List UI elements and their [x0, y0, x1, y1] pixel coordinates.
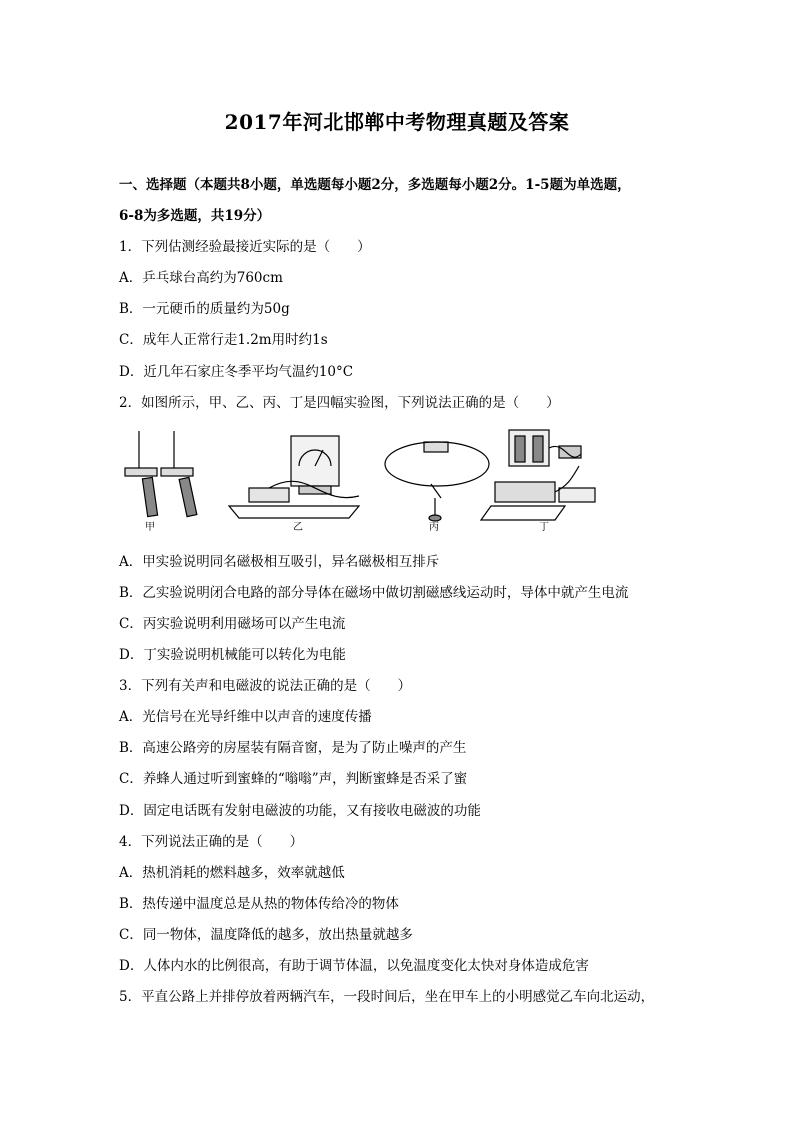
question-2-stem: 2．如图所示，甲、乙、丙、丁是四幅实验图，下列说法正确的是（ ） — [119, 395, 560, 411]
figure-bing-oersted — [385, 442, 489, 521]
question-1-option-c: C．成年人正常行走1.2m用时约1s — [119, 332, 328, 348]
question-1-option-b: B．一元硬币的质量约为50g — [119, 301, 290, 317]
question-3-option-d: D．固定电话既有发射电磁波的功能，又有接收电磁波的功能 — [119, 803, 481, 819]
figure-label-jia: 甲 — [145, 522, 155, 533]
question-1-stem: 1．下列估测经验最接近实际的是（ ） — [119, 239, 371, 255]
figure-label-bing: 丙 — [429, 522, 439, 533]
question-3-stem: 3．下列有关声和电磁波的说法正确的是（ ） — [119, 678, 412, 694]
question-1-option-a: A．乒乓球台高约为760cm — [119, 270, 283, 286]
section-heading-line2: 6-8为多选题，共19分） — [119, 208, 271, 224]
question-3-option-a: A．光信号在光导纤维中以声音的速度传播 — [119, 709, 372, 725]
question-2-option-a: A．甲实验说明同名磁极相互吸引，异名磁极相互排斥 — [119, 554, 440, 570]
question-2-option-b: B．乙实验说明闭合电路的部分导体在磁场中做切割磁感线运动时，导体中就产生电流 — [119, 585, 629, 601]
question-1-option-d: D．近几年石家庄冬季平均气温约10°C — [119, 364, 354, 380]
page-title: 2017年河北邯郸中考物理真题及答案 — [224, 110, 570, 134]
figure-jia-magnets — [125, 431, 197, 517]
question-4-stem: 4．下列说法正确的是（ ） — [119, 834, 304, 850]
figure-label-yi: 乙 — [293, 522, 303, 533]
question-3-option-b: B．高速公路旁的房屋装有隔音窗，是为了防止噪声的产生 — [119, 740, 467, 756]
question-3-option-c: C．养蜂人通过听到蜜蜂的“嗡嗡”声，判断蜜蜂是否采了蜜 — [119, 771, 468, 787]
question-4-option-c: C．同一物体，温度降低的越多，放出热量就越多 — [119, 927, 413, 943]
section-heading-line1: 一、选择题（本题共8小题，单选题每小题2分，多选题每小题2分。1-5题为单选题， — [119, 177, 631, 193]
figure-ding-motor — [481, 430, 595, 520]
figure-yi-generator — [229, 436, 359, 518]
question-2-option-d: D．丁实验说明机械能可以转化为电能 — [119, 647, 346, 663]
question-4-option-d: D．人体内水的比例很高，有助于调节体温，以免温度变化太快对身体造成危害 — [119, 958, 589, 974]
experiment-figure — [119, 426, 599, 536]
question-4-option-b: B．热传递中温度总是从热的物体传给冷的物体 — [119, 896, 399, 912]
question-2-option-c: C．丙实验说明利用磁场可以产生电流 — [119, 616, 346, 632]
experiment-diagrams — [119, 426, 599, 536]
question-4-option-a: A．热机消耗的燃料越多，效率就越低 — [119, 865, 345, 881]
figure-label-ding: 丁 — [539, 522, 549, 533]
question-5-stem: 5．平直公路上并排停放着两辆汽车，一段时间后，坐在甲车上的小明感觉乙车向北运动， — [119, 989, 655, 1005]
